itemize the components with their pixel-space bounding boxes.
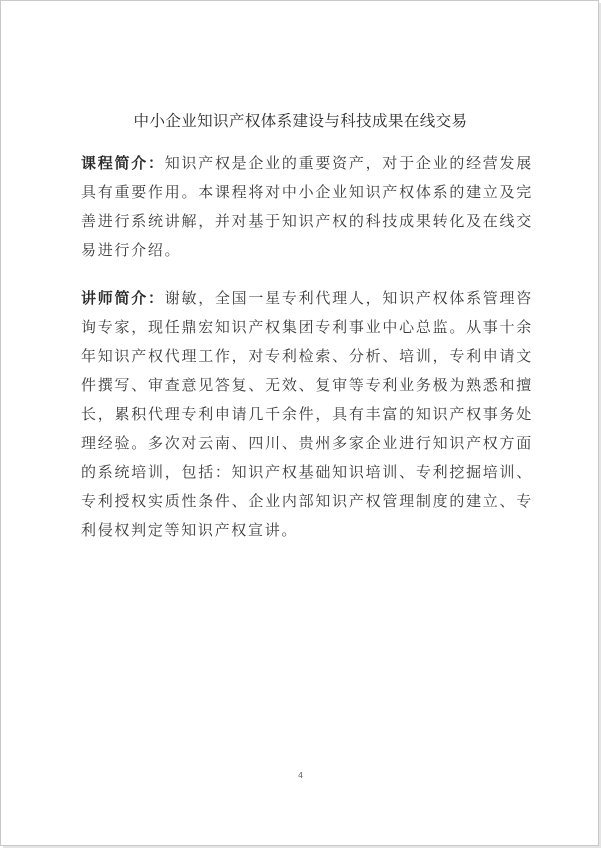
course-intro-paragraph: [81, 149, 533, 265]
lecturer-intro-text: 谢敏，全国一星专利代理人，知识产权体系管理咨询专家，现任鼎宏知识产权集团专利事业中心总监。从事十余年知识产权代理工作，对专利检索、分析、培训，专利申请文件撰写、审查意见答复、无效、复审等专利业务极为熟悉和擅长，累积代理专利申请几千余件，具有丰富的知识产权事务处理经验。多次对云南、四川、贵州多家企业进行知识产权方面的系统培训，包括：知识产权基础知识培训、专利挖掘培训、专利授权实质性条件、企业内部知识产权管理制度的建立、专利侵权判定等知识产权宣讲。: [81, 289, 533, 539]
page-number: 4: [297, 771, 304, 780]
lecturer-intro-paragraph: [81, 284, 533, 545]
course-intro-label: 课程简介：: [81, 154, 165, 172]
document-title: 中小企业知识产权体系建设与科技成果在线交易: [133, 112, 468, 130]
lecturer-intro-label: 讲师简介：: [81, 289, 165, 307]
course-intro-text: 知识产权是企业的重要资产，对于企业的经营发展具有重要作用。本课程将对中小企业知识产权体系的建立及完善进行系统讲解，并对基于知识产权的科技成果转化及在线交易进行介绍。: [81, 154, 533, 259]
